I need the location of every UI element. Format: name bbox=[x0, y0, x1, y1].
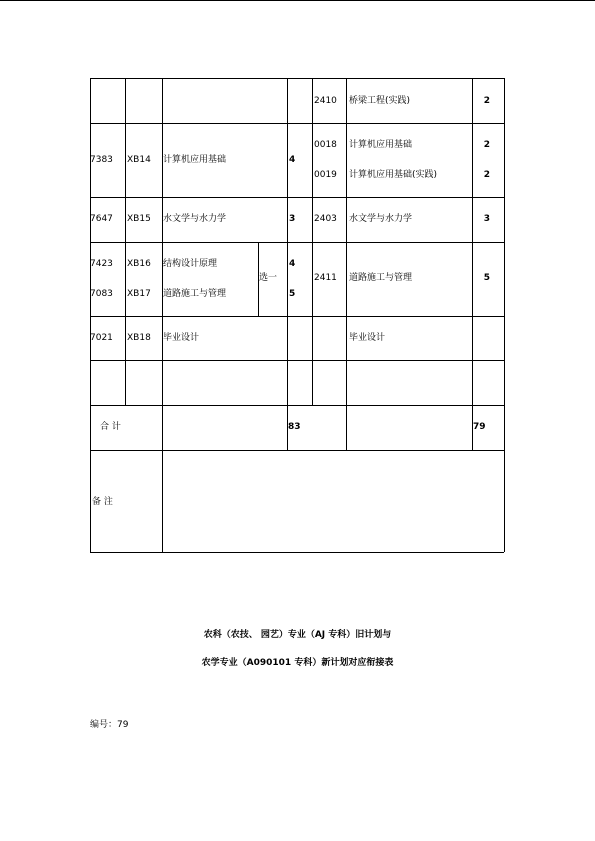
table-rule bbox=[504, 78, 505, 552]
table-rule bbox=[90, 552, 504, 553]
choose-one-note: 选一 bbox=[259, 273, 278, 283]
new-total-credits: 79 bbox=[473, 422, 486, 432]
old-course-id: XB14 bbox=[127, 155, 151, 165]
new-course-credit: 5 bbox=[483, 273, 490, 283]
old-course-credit: 3 bbox=[289, 214, 296, 224]
remark-label: 备 注 bbox=[92, 497, 113, 507]
old-course-name: 计算机应用基础 bbox=[163, 155, 227, 165]
table-rule bbox=[90, 197, 504, 198]
new-course-credit: 3 bbox=[483, 214, 490, 224]
old-course-id: XB16 bbox=[127, 259, 151, 269]
old-course-code: 7647 bbox=[90, 214, 113, 224]
new-course-credit: 2 bbox=[483, 96, 490, 106]
new-course-code: 0018 bbox=[314, 140, 337, 150]
new-course-name: 水文学与水力学 bbox=[349, 214, 413, 224]
total-label: 合 计 bbox=[100, 422, 121, 432]
new-course-credit: 2 bbox=[483, 140, 490, 150]
table-rule bbox=[472, 78, 473, 450]
new-course-name: 计算机应用基础 bbox=[349, 140, 413, 150]
table-rule bbox=[90, 242, 504, 243]
old-course-credit: 4 bbox=[289, 259, 296, 269]
heading-line-2: 农学专业（A090101 专科）新计划对应衔接表 bbox=[201, 658, 394, 668]
new-course-name: 毕业设计 bbox=[349, 333, 386, 343]
new-course-name: 计算机应用基础(实践) bbox=[349, 170, 438, 180]
new-course-code: 2410 bbox=[314, 96, 337, 106]
table-rule bbox=[90, 360, 504, 361]
serial-number: 编号：79 bbox=[90, 720, 129, 730]
old-course-code: 7383 bbox=[90, 155, 113, 165]
new-course-name: 桥梁工程(实践) bbox=[349, 96, 411, 106]
old-course-code: 7021 bbox=[90, 333, 113, 343]
old-course-name: 结构设计原理 bbox=[163, 259, 218, 269]
table-rule bbox=[90, 78, 91, 552]
old-course-credit: 5 bbox=[289, 289, 296, 299]
table-rule bbox=[90, 316, 504, 317]
old-course-name: 道路施工与管理 bbox=[163, 289, 227, 299]
table-rule bbox=[90, 123, 504, 124]
old-course-id: XB18 bbox=[127, 333, 151, 343]
new-course-code: 2411 bbox=[314, 273, 337, 283]
new-course-credit: 2 bbox=[483, 170, 490, 180]
table-rule bbox=[90, 78, 504, 79]
table-rule bbox=[125, 78, 126, 405]
old-course-name: 毕业设计 bbox=[163, 333, 200, 343]
table-rule bbox=[312, 78, 313, 405]
table-rule bbox=[346, 78, 347, 450]
table-rule bbox=[90, 405, 504, 406]
old-total-credits: 83 bbox=[288, 422, 301, 432]
table-rule bbox=[287, 78, 288, 450]
new-course-name: 道路施工与管理 bbox=[349, 273, 413, 283]
old-course-id: XB15 bbox=[127, 214, 151, 224]
old-course-id: XB17 bbox=[127, 289, 151, 299]
new-course-code: 2403 bbox=[314, 214, 337, 224]
table-rule bbox=[162, 78, 163, 552]
old-course-code: 7083 bbox=[90, 289, 113, 299]
new-course-code: 0019 bbox=[314, 170, 337, 180]
old-course-name: 水文学与水力学 bbox=[163, 214, 227, 224]
heading-line-1: 农科（农技、 园艺）专业（AJ 专科）旧计划与 bbox=[203, 630, 392, 640]
old-course-credit: 4 bbox=[289, 155, 296, 165]
old-course-code: 7423 bbox=[90, 259, 113, 269]
table-rule bbox=[90, 450, 504, 451]
